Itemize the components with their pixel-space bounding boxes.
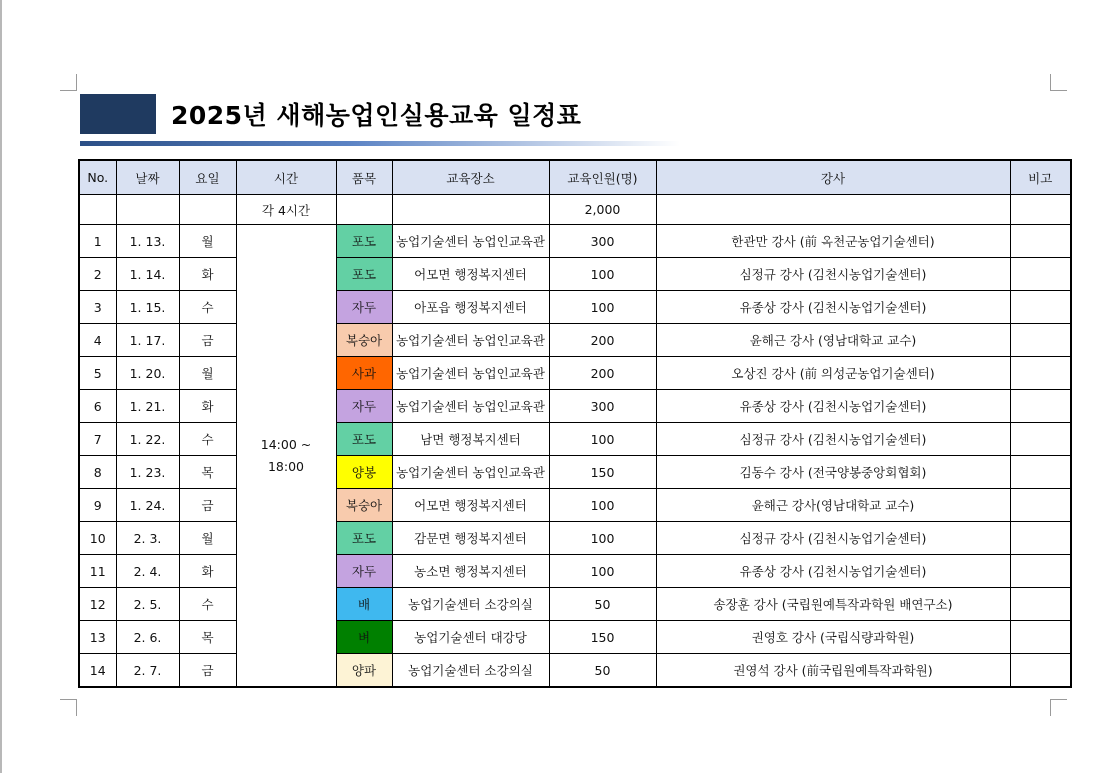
row-note (1010, 522, 1071, 555)
row-note (1010, 423, 1071, 456)
table-row (79, 357, 1071, 390)
row-place: 감문면 행정복지센터 (392, 522, 549, 555)
row-instructor: 권영석 강사 (前국립원예특작과학원) (656, 654, 1010, 688)
row-crop: 양봉 (336, 456, 392, 489)
col-header-no: No. (79, 160, 116, 195)
row-crop: 자두 (336, 390, 392, 423)
row-count: 50 (549, 588, 656, 621)
page-title: 2025년 새해농업인실용교육 일정표 (171, 101, 582, 130)
page-left-edge (0, 0, 2, 773)
row-no: 12 (79, 588, 116, 621)
row-place: 농업기술센터 농업인교육관 (392, 225, 549, 258)
row-place: 농업기술센터 농업인교육관 (392, 357, 549, 390)
row-place: 농업기술센터 대강당 (392, 621, 549, 654)
row-instructor: 윤해근 강사 (영남대학교 교수) (656, 324, 1010, 357)
row-date: 1. 14. (116, 258, 179, 291)
row-note (1010, 258, 1071, 291)
row-date: 2. 5. (116, 588, 179, 621)
row-instructor: 유종상 강사 (김천시농업기술센터) (656, 390, 1010, 423)
row-instructor: 유종상 강사 (김천시농업기술센터) (656, 555, 1010, 588)
row-no: 5 (79, 357, 116, 390)
row-no: 14 (79, 654, 116, 688)
row-day: 수 (179, 588, 236, 621)
row-instructor: 심정규 강사 (김천시농업기술센터) (656, 522, 1010, 555)
row-instructor: 김동수 강사 (전국양봉중앙회협회) (656, 456, 1010, 489)
row-count: 150 (549, 456, 656, 489)
table-row (79, 291, 1071, 324)
row-note (1010, 588, 1071, 621)
row-date: 1. 15. (116, 291, 179, 324)
row-note (1010, 357, 1071, 390)
summary-total: 2,000 (549, 195, 656, 225)
row-place: 농소면 행정복지센터 (392, 555, 549, 588)
row-note (1010, 489, 1071, 522)
row-count: 50 (549, 654, 656, 688)
row-place: 어모면 행정복지센터 (392, 489, 549, 522)
crop-mark-bottom-left (60, 699, 77, 716)
row-place: 남면 행정복지센터 (392, 423, 549, 456)
row-no: 9 (79, 489, 116, 522)
row-day: 목 (179, 621, 236, 654)
row-day: 수 (179, 423, 236, 456)
row-count: 300 (549, 390, 656, 423)
row-day: 월 (179, 522, 236, 555)
row-day: 화 (179, 390, 236, 423)
crop-mark-top-left (60, 74, 77, 91)
row-count: 200 (549, 357, 656, 390)
row-crop: 배 (336, 588, 392, 621)
table-row (79, 654, 1071, 688)
table-row (79, 258, 1071, 291)
table-row (79, 456, 1071, 489)
row-day: 화 (179, 555, 236, 588)
row-instructor: 심정규 강사 (김천시농업기술센터) (656, 423, 1010, 456)
row-count: 100 (549, 291, 656, 324)
row-place: 농업기술센터 농업인교육관 (392, 390, 549, 423)
col-header-instructor: 강사 (656, 160, 1010, 195)
table-row (79, 588, 1071, 621)
row-day: 금 (179, 489, 236, 522)
row-note (1010, 621, 1071, 654)
row-instructor: 유종상 강사 (김천시농업기술센터) (656, 291, 1010, 324)
row-count: 100 (549, 489, 656, 522)
row-crop: 벼 (336, 621, 392, 654)
crop-mark-bottom-right (1050, 699, 1067, 716)
col-header-date: 날짜 (116, 160, 179, 195)
row-instructor: 권영호 강사 (국립식량과학원) (656, 621, 1010, 654)
row-crop: 자두 (336, 291, 392, 324)
row-date: 2. 7. (116, 654, 179, 688)
col-header-place: 교육장소 (392, 160, 549, 195)
row-place: 아포읍 행정복지센터 (392, 291, 549, 324)
row-note (1010, 225, 1071, 258)
row-note (1010, 555, 1071, 588)
row-crop: 사과 (336, 357, 392, 390)
row-place: 농업기술센터 소강의실 (392, 588, 549, 621)
row-crop: 양파 (336, 654, 392, 688)
table-row (79, 555, 1071, 588)
table-row (79, 522, 1071, 555)
row-instructor: 송장훈 강사 (국립원예특작과학원 배연구소) (656, 588, 1010, 621)
row-note (1010, 390, 1071, 423)
row-no: 1 (79, 225, 116, 258)
table-row (79, 225, 1071, 258)
row-day: 수 (179, 291, 236, 324)
summary-row (79, 195, 1071, 225)
summary-time: 각 4시간 (236, 195, 336, 225)
row-date: 1. 23. (116, 456, 179, 489)
col-header-note: 비고 (1010, 160, 1071, 195)
row-note (1010, 456, 1071, 489)
col-header-day: 요일 (179, 160, 236, 195)
title-underline (80, 141, 680, 146)
row-note (1010, 324, 1071, 357)
row-place: 농업기술센터 소강의실 (392, 654, 549, 688)
row-crop: 포도 (336, 225, 392, 258)
row-instructor: 오상진 강사 (前 의성군농업기술센터) (656, 357, 1010, 390)
row-no: 13 (79, 621, 116, 654)
row-no: 2 (79, 258, 116, 291)
row-date: 2. 3. (116, 522, 179, 555)
col-header-crop: 품목 (336, 160, 392, 195)
title-accent-block (80, 94, 156, 134)
row-day: 화 (179, 258, 236, 291)
row-crop: 포도 (336, 258, 392, 291)
row-date: 1. 24. (116, 489, 179, 522)
row-crop: 복숭아 (336, 324, 392, 357)
row-date: 2. 6. (116, 621, 179, 654)
table-row (79, 324, 1071, 357)
crop-mark-top-right (1050, 74, 1067, 91)
col-header-time: 시간 (236, 160, 336, 195)
row-count: 100 (549, 555, 656, 588)
row-date: 1. 22. (116, 423, 179, 456)
row-no: 7 (79, 423, 116, 456)
row-no: 3 (79, 291, 116, 324)
table-row (79, 489, 1071, 522)
row-date: 2. 4. (116, 555, 179, 588)
row-crop: 포도 (336, 522, 392, 555)
row-crop: 자두 (336, 555, 392, 588)
row-instructor: 윤해근 강사(영남대학교 교수) (656, 489, 1010, 522)
schedule-table (78, 159, 1072, 688)
row-count: 200 (549, 324, 656, 357)
row-day: 월 (179, 225, 236, 258)
row-no: 6 (79, 390, 116, 423)
row-no: 11 (79, 555, 116, 588)
row-day: 금 (179, 654, 236, 688)
row-no: 4 (79, 324, 116, 357)
time-end: 18:00 (267, 458, 305, 474)
row-no: 10 (79, 522, 116, 555)
row-day: 금 (179, 324, 236, 357)
time-range-cell (236, 225, 336, 688)
table-row (79, 390, 1071, 423)
col-header-count: 교육인원(명) (549, 160, 656, 195)
row-count: 300 (549, 225, 656, 258)
row-count: 100 (549, 423, 656, 456)
row-note (1010, 291, 1071, 324)
row-date: 1. 20. (116, 357, 179, 390)
row-date: 1. 13. (116, 225, 179, 258)
row-day: 목 (179, 456, 236, 489)
row-no: 8 (79, 456, 116, 489)
row-instructor: 심정규 강사 (김천시농업기술센터) (656, 258, 1010, 291)
row-count: 100 (549, 522, 656, 555)
row-count: 100 (549, 258, 656, 291)
row-instructor: 한관만 강사 (前 옥천군농업기술센터) (656, 225, 1010, 258)
row-day: 월 (179, 357, 236, 390)
row-place: 어모면 행정복지센터 (392, 258, 549, 291)
row-date: 1. 17. (116, 324, 179, 357)
row-crop: 포도 (336, 423, 392, 456)
row-note (1010, 654, 1071, 688)
table-row (79, 423, 1071, 456)
row-date: 1. 21. (116, 390, 179, 423)
row-place: 농업기술센터 농업인교육관 (392, 456, 549, 489)
row-crop: 복숭아 (336, 489, 392, 522)
table-header-row (79, 160, 1071, 195)
time-start: 14:00 ~ (260, 436, 312, 452)
table-row (79, 621, 1071, 654)
row-place: 농업기술센터 농업인교육관 (392, 324, 549, 357)
row-count: 150 (549, 621, 656, 654)
